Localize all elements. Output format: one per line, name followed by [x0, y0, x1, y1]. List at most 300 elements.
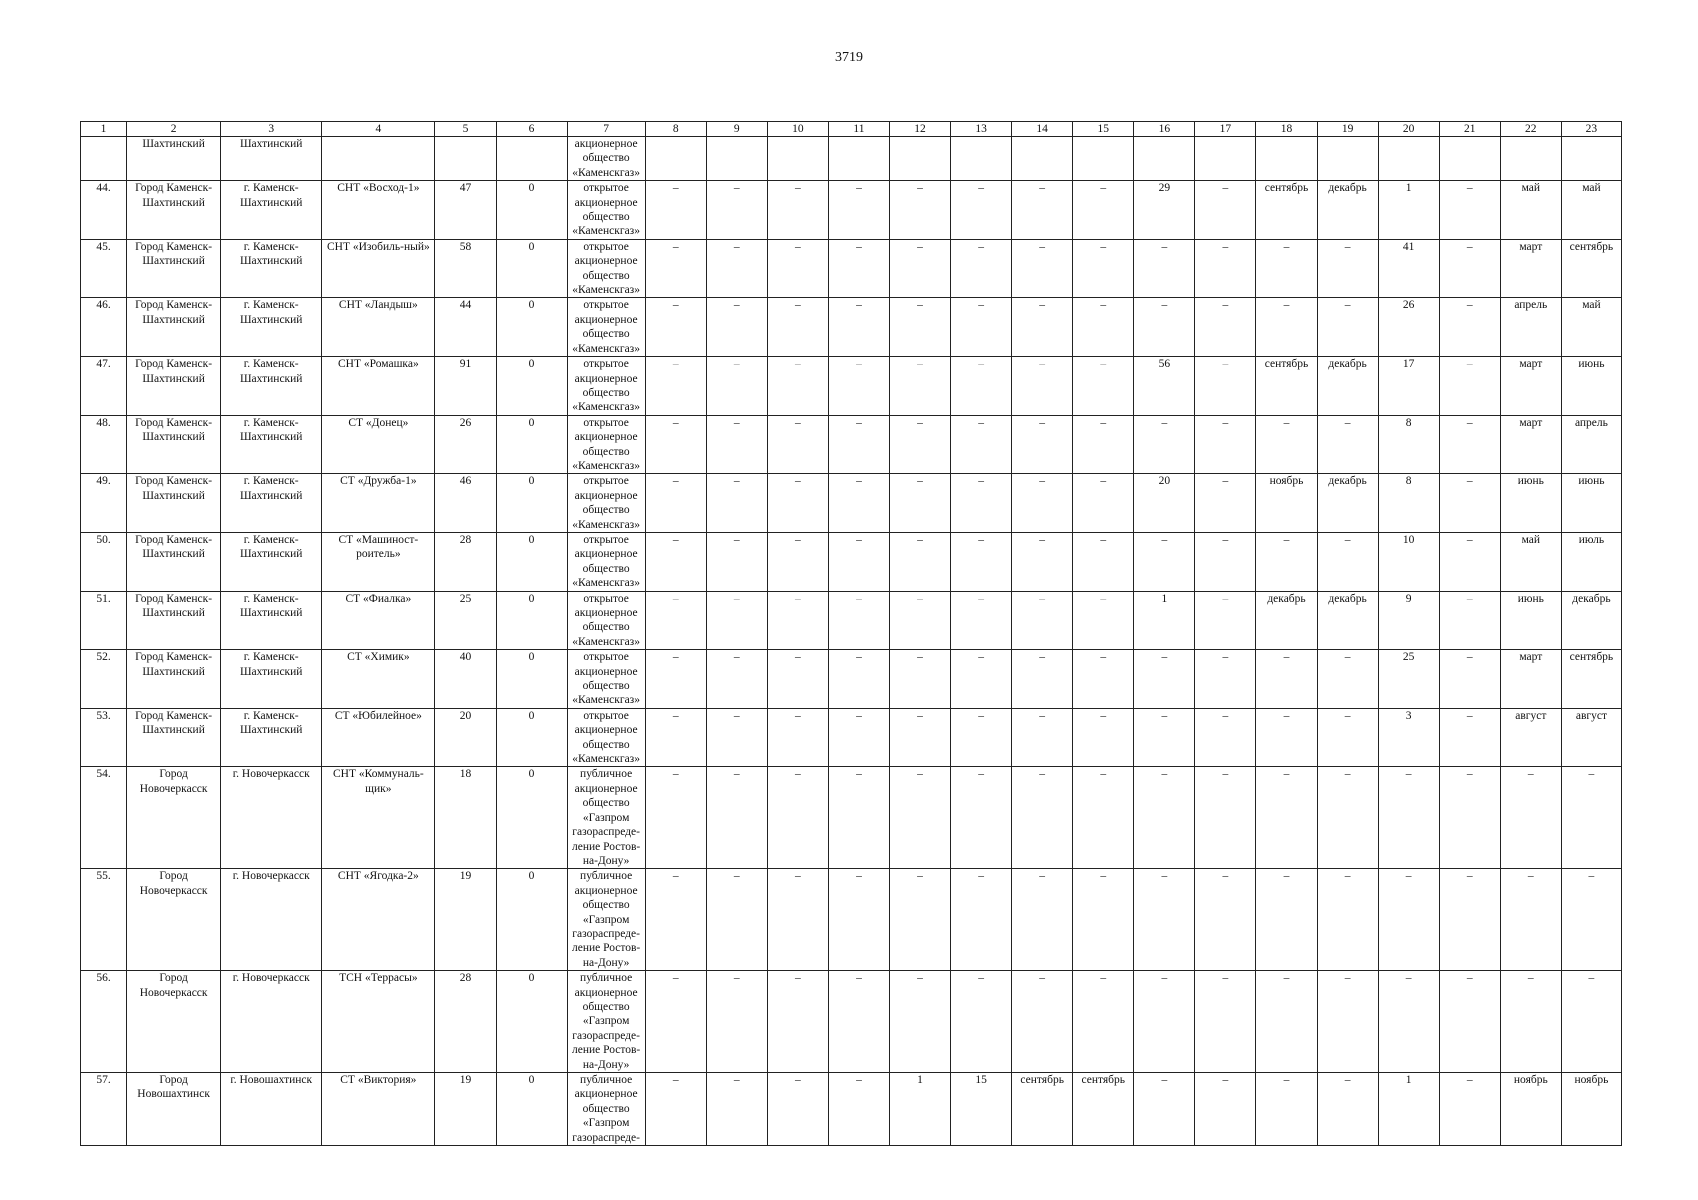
column-number-23: 23 [1561, 122, 1621, 137]
column-19-cell: – [1317, 532, 1378, 591]
table-row [81, 708, 1622, 767]
column-23-cell: июль [1561, 532, 1621, 591]
table-cell [1500, 137, 1561, 181]
table-cell [1134, 137, 1195, 181]
column-23-cell: апрель [1561, 415, 1621, 474]
households-cell: 28 [435, 532, 496, 591]
partnership-name-cell: СТ «Юбилейное» [322, 708, 435, 767]
table-row [81, 971, 1622, 1073]
column-11-cell: – [828, 239, 889, 298]
table-row [81, 591, 1622, 650]
column-13-cell: – [951, 357, 1012, 416]
households-cell: 19 [435, 1073, 496, 1146]
households-cell: 58 [435, 239, 496, 298]
gasification-table [80, 121, 1622, 1146]
column-15-cell: – [1073, 971, 1134, 1073]
column-8-cell: – [645, 650, 706, 709]
column-14-cell: – [1012, 767, 1073, 869]
column-21-cell: – [1439, 971, 1500, 1073]
column-20-cell: 8 [1378, 474, 1439, 533]
column-18-cell: – [1256, 298, 1317, 357]
locality-cell: г. Новочеркасск [221, 869, 322, 971]
table-row [81, 767, 1622, 869]
partnership-name-cell: СТ «Виктория» [322, 1073, 435, 1146]
column-number-8: 8 [645, 122, 706, 137]
households-cell: 44 [435, 298, 496, 357]
column-13-cell: 15 [951, 1073, 1012, 1146]
column-12-cell: – [889, 708, 950, 767]
table-cell [1439, 137, 1500, 181]
row-number-cell: 53. [81, 708, 127, 767]
column-9-cell: – [706, 869, 767, 971]
municipality-cell: Город Новочеркасск [127, 971, 221, 1073]
column-17-cell: – [1195, 357, 1256, 416]
column-16-cell: 56 [1134, 357, 1195, 416]
column-23-cell: – [1561, 869, 1621, 971]
column-19-cell: декабрь [1317, 474, 1378, 533]
column-8-cell: – [645, 239, 706, 298]
column-17-cell: – [1195, 181, 1256, 240]
column-9-cell: – [706, 474, 767, 533]
partnership-name-cell: СТ «Дружба-1» [322, 474, 435, 533]
table-row [81, 239, 1622, 298]
municipality-cell: Город Каменск-Шахтинский [127, 357, 221, 416]
locality-cell: г. Каменск-Шахтинский [221, 650, 322, 709]
organization-cell: открытое акционерное общество «Каменскгаз» [567, 415, 645, 474]
table-cell [1317, 137, 1378, 181]
column-10-cell: – [767, 298, 828, 357]
column-8-cell: – [645, 708, 706, 767]
column-8-cell: – [645, 1073, 706, 1146]
column-22-cell: май [1500, 181, 1561, 240]
column-16-cell: – [1134, 869, 1195, 971]
column-16-cell: – [1134, 415, 1195, 474]
table-cell [767, 137, 828, 181]
locality-cell: г. Каменск-Шахтинский [221, 357, 322, 416]
column-21-cell: – [1439, 415, 1500, 474]
column-13-cell: – [951, 239, 1012, 298]
column-number-16: 16 [1134, 122, 1195, 137]
column-20-cell: 1 [1378, 1073, 1439, 1146]
column-12-cell: – [889, 298, 950, 357]
column-number-6: 6 [496, 122, 567, 137]
column-15-cell: – [1073, 415, 1134, 474]
column-10-cell: – [767, 869, 828, 971]
households-cell: 19 [435, 869, 496, 971]
row-number-cell: 55. [81, 869, 127, 971]
column-20-cell: 9 [1378, 591, 1439, 650]
locality-cell: г. Новошахтинск [221, 1073, 322, 1146]
column-8-cell: – [645, 474, 706, 533]
column-8-cell: – [645, 181, 706, 240]
column-10-cell: – [767, 708, 828, 767]
partnership-name-cell: СНТ «Изобиль-ный» [322, 239, 435, 298]
column-19-cell: – [1317, 1073, 1378, 1146]
column-number-7: 7 [567, 122, 645, 137]
table-cell [1195, 137, 1256, 181]
column-23-cell: сентябрь [1561, 650, 1621, 709]
column-number-18: 18 [1256, 122, 1317, 137]
column-12-cell: – [889, 650, 950, 709]
gasified-cell: 0 [496, 591, 567, 650]
column-21-cell: – [1439, 357, 1500, 416]
households-cell: 20 [435, 708, 496, 767]
column-10-cell: – [767, 767, 828, 869]
row-number-cell: 46. [81, 298, 127, 357]
municipality-cell: Город Новочеркасск [127, 869, 221, 971]
gasified-cell: 0 [496, 1073, 567, 1146]
partnership-name-cell: СТ «Фиалка» [322, 591, 435, 650]
organization-cell: акционерное общество «Каменскгаз» [567, 137, 645, 181]
gasified-cell: 0 [496, 474, 567, 533]
table-row [81, 415, 1622, 474]
column-23-cell: сентябрь [1561, 239, 1621, 298]
column-17-cell: – [1195, 298, 1256, 357]
column-19-cell: – [1317, 650, 1378, 709]
column-20-cell: 17 [1378, 357, 1439, 416]
column-10-cell: – [767, 474, 828, 533]
column-15-cell: – [1073, 239, 1134, 298]
partnership-name-cell: СНТ «Ромашка» [322, 357, 435, 416]
column-8-cell: – [645, 357, 706, 416]
column-18-cell: декабрь [1256, 591, 1317, 650]
column-17-cell: – [1195, 650, 1256, 709]
partnership-name-cell: ТСН «Террасы» [322, 971, 435, 1073]
locality-cell: г. Каменск-Шахтинский [221, 298, 322, 357]
column-number-11: 11 [828, 122, 889, 137]
page-number: 3719 [835, 50, 863, 65]
column-9-cell: – [706, 415, 767, 474]
locality-cell: Шахтинский [221, 137, 322, 181]
column-12-cell: – [889, 415, 950, 474]
table-cell [1073, 137, 1134, 181]
column-20-cell: 8 [1378, 415, 1439, 474]
column-11-cell: – [828, 1073, 889, 1146]
column-15-cell: – [1073, 474, 1134, 533]
column-21-cell: – [1439, 532, 1500, 591]
column-14-cell: – [1012, 181, 1073, 240]
column-9-cell: – [706, 357, 767, 416]
column-11-cell: – [828, 415, 889, 474]
column-14-cell: – [1012, 532, 1073, 591]
table-cell [496, 137, 567, 181]
column-20-cell: – [1378, 971, 1439, 1073]
column-15-cell: – [1073, 532, 1134, 591]
column-20-cell: 1 [1378, 181, 1439, 240]
column-21-cell: – [1439, 767, 1500, 869]
municipality-cell: Город Каменск-Шахтинский [127, 591, 221, 650]
column-18-cell: – [1256, 415, 1317, 474]
column-9-cell: – [706, 239, 767, 298]
column-20-cell: 26 [1378, 298, 1439, 357]
column-22-cell: ноябрь [1500, 1073, 1561, 1146]
table-cell [1378, 137, 1439, 181]
column-number-15: 15 [1073, 122, 1134, 137]
gasified-cell: 0 [496, 298, 567, 357]
column-9-cell: – [706, 532, 767, 591]
column-15-cell: сентябрь [1073, 1073, 1134, 1146]
column-14-cell: – [1012, 474, 1073, 533]
column-17-cell: – [1195, 239, 1256, 298]
row-number-cell: 51. [81, 591, 127, 650]
column-15-cell: – [1073, 357, 1134, 416]
column-14-cell: – [1012, 298, 1073, 357]
municipality-cell: Город Новочеркасск [127, 767, 221, 869]
locality-cell: г. Каменск-Шахтинский [221, 591, 322, 650]
organization-cell: открытое акционерное общество «Каменскгаз» [567, 181, 645, 240]
column-21-cell: – [1439, 650, 1500, 709]
column-21-cell: – [1439, 181, 1500, 240]
households-cell: 18 [435, 767, 496, 869]
continuation-row [81, 137, 1622, 181]
column-14-cell: сентябрь [1012, 1073, 1073, 1146]
column-14-cell: – [1012, 239, 1073, 298]
column-15-cell: – [1073, 767, 1134, 869]
column-23-cell: август [1561, 708, 1621, 767]
row-number-cell: 48. [81, 415, 127, 474]
table-cell [1012, 137, 1073, 181]
column-23-cell: декабрь [1561, 591, 1621, 650]
column-21-cell: – [1439, 239, 1500, 298]
column-number-13: 13 [951, 122, 1012, 137]
table-cell [706, 137, 767, 181]
column-8-cell: – [645, 415, 706, 474]
column-15-cell: – [1073, 708, 1134, 767]
column-12-cell: – [889, 767, 950, 869]
column-13-cell: – [951, 591, 1012, 650]
column-22-cell: – [1500, 971, 1561, 1073]
column-22-cell: март [1500, 239, 1561, 298]
column-13-cell: – [951, 181, 1012, 240]
column-15-cell: – [1073, 591, 1134, 650]
column-18-cell: сентябрь [1256, 181, 1317, 240]
table-row [81, 1073, 1622, 1146]
column-17-cell: – [1195, 474, 1256, 533]
locality-cell: г. Новочеркасск [221, 971, 322, 1073]
column-22-cell: апрель [1500, 298, 1561, 357]
column-18-cell: – [1256, 1073, 1317, 1146]
row-number-cell: 45. [81, 239, 127, 298]
column-number-19: 19 [1317, 122, 1378, 137]
column-18-cell: сентябрь [1256, 357, 1317, 416]
column-14-cell: – [1012, 650, 1073, 709]
column-number-14: 14 [1012, 122, 1073, 137]
column-14-cell: – [1012, 869, 1073, 971]
column-14-cell: – [1012, 971, 1073, 1073]
column-12-cell: 1 [889, 1073, 950, 1146]
column-14-cell: – [1012, 357, 1073, 416]
column-10-cell: – [767, 1073, 828, 1146]
column-19-cell: – [1317, 239, 1378, 298]
column-11-cell: – [828, 474, 889, 533]
organization-cell: публичное акционерное общество «Газпром газораспреде-ление Ростов-на-Дону» [567, 767, 645, 869]
municipality-cell: Город Каменск-Шахтинский [127, 239, 221, 298]
locality-cell: г. Новочеркасск [221, 767, 322, 869]
column-23-cell: июнь [1561, 474, 1621, 533]
table-row [81, 869, 1622, 971]
column-16-cell: 20 [1134, 474, 1195, 533]
column-22-cell: май [1500, 532, 1561, 591]
column-19-cell: – [1317, 869, 1378, 971]
column-16-cell: – [1134, 1073, 1195, 1146]
organization-cell: открытое акционерное общество «Каменскгаз» [567, 591, 645, 650]
column-18-cell: – [1256, 869, 1317, 971]
column-21-cell: – [1439, 298, 1500, 357]
column-21-cell: – [1439, 708, 1500, 767]
column-12-cell: – [889, 971, 950, 1073]
column-16-cell: – [1134, 239, 1195, 298]
column-14-cell: – [1012, 415, 1073, 474]
households-cell: 28 [435, 971, 496, 1073]
table-row [81, 650, 1622, 709]
column-13-cell: – [951, 767, 1012, 869]
column-12-cell: – [889, 869, 950, 971]
table-row [81, 357, 1622, 416]
column-15-cell: – [1073, 298, 1134, 357]
column-23-cell: – [1561, 971, 1621, 1073]
gasified-cell: 0 [496, 708, 567, 767]
column-23-cell: – [1561, 767, 1621, 869]
municipality-cell: Город Новошахтинск [127, 1073, 221, 1146]
municipality-cell: Город Каменск-Шахтинский [127, 474, 221, 533]
row-number-cell: 52. [81, 650, 127, 709]
partnership-name-cell: СНТ «Восход-1» [322, 181, 435, 240]
column-12-cell: – [889, 357, 950, 416]
partnership-name-cell: СНТ «Ландыш» [322, 298, 435, 357]
column-21-cell: – [1439, 1073, 1500, 1146]
table-cell [889, 137, 950, 181]
table-cell [951, 137, 1012, 181]
column-16-cell: – [1134, 298, 1195, 357]
locality-cell: г. Каменск-Шахтинский [221, 474, 322, 533]
households-cell: 91 [435, 357, 496, 416]
table-cell [1256, 137, 1317, 181]
column-10-cell: – [767, 415, 828, 474]
column-12-cell: – [889, 239, 950, 298]
column-22-cell: июнь [1500, 591, 1561, 650]
column-11-cell: – [828, 708, 889, 767]
column-16-cell: – [1134, 532, 1195, 591]
column-10-cell: – [767, 650, 828, 709]
column-18-cell: – [1256, 971, 1317, 1073]
column-11-cell: – [828, 869, 889, 971]
column-13-cell: – [951, 532, 1012, 591]
column-14-cell: – [1012, 708, 1073, 767]
row-number-cell: 57. [81, 1073, 127, 1146]
column-17-cell: – [1195, 971, 1256, 1073]
column-19-cell: – [1317, 767, 1378, 869]
column-number-row [81, 122, 1622, 137]
column-11-cell: – [828, 181, 889, 240]
households-cell: 26 [435, 415, 496, 474]
column-10-cell: – [767, 239, 828, 298]
row-number-cell: 44. [81, 181, 127, 240]
column-13-cell: – [951, 298, 1012, 357]
organization-cell: открытое акционерное общество «Каменскгаз» [567, 239, 645, 298]
table-cell [1561, 137, 1621, 181]
column-number-20: 20 [1378, 122, 1439, 137]
row-number-cell: 56. [81, 971, 127, 1073]
column-15-cell: – [1073, 869, 1134, 971]
column-8-cell: – [645, 869, 706, 971]
table-cell [645, 137, 706, 181]
organization-cell: публичное акционерное общество «Газпром газораспреде-ление Ростов-на-Дону» [567, 869, 645, 971]
gasified-cell: 0 [496, 181, 567, 240]
partnership-name-cell: СНТ «Коммуналь-щик» [322, 767, 435, 869]
partnership-name-cell: СТ «Химик» [322, 650, 435, 709]
row-number-cell: 47. [81, 357, 127, 416]
column-13-cell: – [951, 650, 1012, 709]
column-13-cell: – [951, 971, 1012, 1073]
column-11-cell: – [828, 591, 889, 650]
households-cell: 40 [435, 650, 496, 709]
column-22-cell: август [1500, 708, 1561, 767]
row-number-cell: 54. [81, 767, 127, 869]
column-22-cell: март [1500, 357, 1561, 416]
column-11-cell: – [828, 650, 889, 709]
column-23-cell: июнь [1561, 357, 1621, 416]
organization-cell: открытое акционерное общество «Каменскгаз» [567, 357, 645, 416]
organization-cell: открытое акционерное общество «Каменскгаз» [567, 708, 645, 767]
column-11-cell: – [828, 767, 889, 869]
households-cell: 46 [435, 474, 496, 533]
column-23-cell: ноябрь [1561, 1073, 1621, 1146]
municipality-cell: Город Каменск-Шахтинский [127, 181, 221, 240]
column-10-cell: – [767, 532, 828, 591]
organization-cell: публичное акционерное общество «Газпром газораспреде- [567, 1073, 645, 1146]
column-17-cell: – [1195, 767, 1256, 869]
locality-cell: г. Каменск-Шахтинский [221, 708, 322, 767]
column-8-cell: – [645, 591, 706, 650]
gasified-cell: 0 [496, 869, 567, 971]
column-20-cell: 41 [1378, 239, 1439, 298]
column-12-cell: – [889, 474, 950, 533]
column-22-cell: июнь [1500, 474, 1561, 533]
column-21-cell: – [1439, 869, 1500, 971]
municipality-cell: Город Каменск-Шахтинский [127, 532, 221, 591]
column-15-cell: – [1073, 181, 1134, 240]
column-22-cell: март [1500, 650, 1561, 709]
column-number-1: 1 [81, 122, 127, 137]
gasified-cell: 0 [496, 239, 567, 298]
column-number-2: 2 [127, 122, 221, 137]
organization-cell: открытое акционерное общество «Каменскгаз» [567, 532, 645, 591]
column-8-cell: – [645, 971, 706, 1073]
column-20-cell: 25 [1378, 650, 1439, 709]
column-9-cell: – [706, 767, 767, 869]
column-18-cell: – [1256, 239, 1317, 298]
column-12-cell: – [889, 591, 950, 650]
municipality-cell: Шахтинский [127, 137, 221, 181]
column-10-cell: – [767, 591, 828, 650]
column-8-cell: – [645, 298, 706, 357]
column-16-cell: – [1134, 650, 1195, 709]
column-9-cell: – [706, 708, 767, 767]
column-9-cell: – [706, 298, 767, 357]
column-13-cell: – [951, 415, 1012, 474]
column-13-cell: – [951, 474, 1012, 533]
column-number-5: 5 [435, 122, 496, 137]
column-16-cell: – [1134, 971, 1195, 1073]
gasified-cell: 0 [496, 415, 567, 474]
column-22-cell: – [1500, 869, 1561, 971]
column-12-cell: – [889, 181, 950, 240]
organization-cell: открытое акционерное общество «Каменскгаз» [567, 474, 645, 533]
column-19-cell: декабрь [1317, 591, 1378, 650]
partnership-name-cell: СТ «Донец» [322, 415, 435, 474]
column-10-cell: – [767, 181, 828, 240]
municipality-cell: Город Каменск-Шахтинский [127, 298, 221, 357]
